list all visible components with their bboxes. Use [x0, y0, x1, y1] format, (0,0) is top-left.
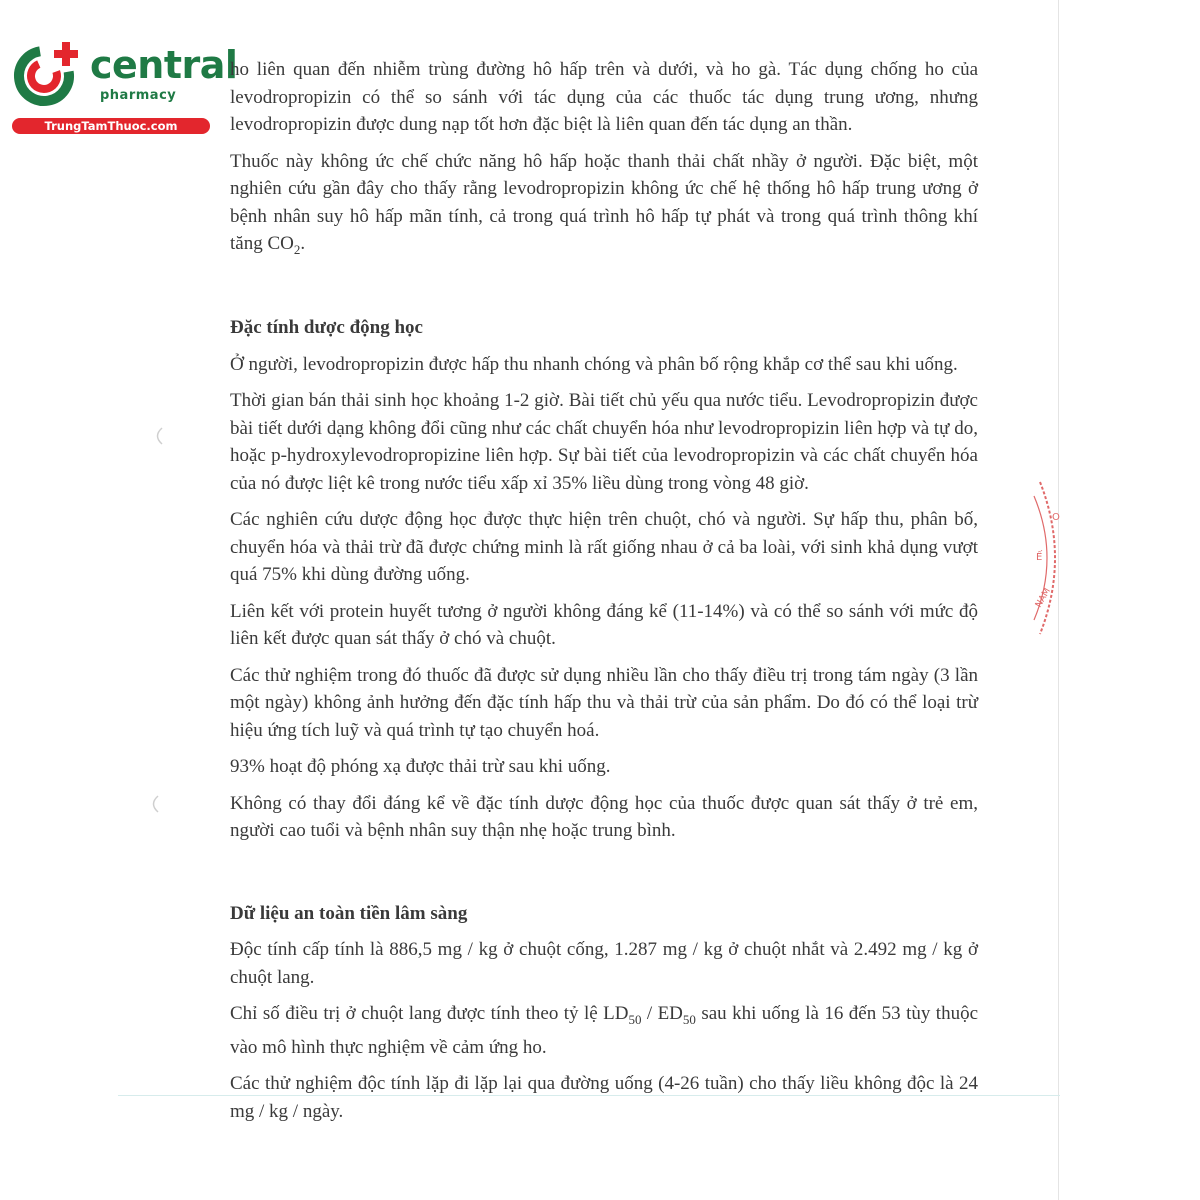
stamp-text-e: Ế — [1036, 552, 1043, 563]
punch-mark-icon — [146, 794, 160, 814]
logo-url-badge[interactable]: TrungTamThuoc.com — [12, 118, 210, 134]
paragraph-protein-binding: Liên kết với protein huyết tương ở người không đáng kể (11-14%) và có thể so sánh với mức độ liên kết được quan sát thấy ở chó và chuột. — [230, 600, 978, 650]
stamp-text-o: O — [1052, 512, 1060, 523]
heading-pharmacokinetics: Đặc tính dược động học — [230, 317, 423, 339]
document-body — [230, 56, 978, 1134]
red-seal-stamp — [1030, 478, 1070, 638]
paragraph-half-life: Thời gian bán thải sinh học khoảng 1-2 giờ. Bài tiết chủ yếu qua nước tiểu. Levodropropizin được bài tiết dưới dạng không đổi cũng như các chất chuyển hóa như levodropropizin liên hợp và tự do, hoặc p-hydroxylevodropropizine liên hợp. Sự bài tiết của levodropropizin và các chất chuyển hóa của nó được liệt kê trong nước tiểu xấp xỉ 35% liều dùng trong vòng 48 giờ. — [230, 390, 978, 494]
section-gap — [230, 854, 978, 900]
paragraph-acute-toxicity: Độc tính cấp tính là 886,5 mg / kg ở chuột cống, 1.287 mg / kg ở chuột nhắt và 2.492 mg / kg ở chuột lang. — [230, 939, 978, 988]
paragraph-antitussive-effect: ho liên quan đến nhiễm trùng đường hô hấp trên và dưới, và ho gà. Tác dụng chống ho của levodropropizin có thể so sánh với tác dụng của các thuốc tác dụng trung ương, nhưng levodropropizin được dung nạp tốt hơn đặc biệt là liên quan đến tác dụng an thần. — [230, 59, 978, 135]
section-gap — [230, 272, 978, 314]
paragraph-repeated-dosing: Các thử nghiệm trong đó thuốc đã được sử dụng nhiều lần cho thấy điều trị trong tám ngày (3 lần một ngày) không ảnh hưởng đến đặc tính hấp thu và thải trừ của sản phẩm. Do đó có thể loại trừ hiệu ứng tích luỹ và quá trình tự tạo chuyển hoá. — [230, 664, 978, 741]
paragraph-absorption: Ở người, levodropropizin được hấp thu nhanh chóng và phân bố rộng khắp cơ thể sau khi uống. — [230, 353, 958, 375]
punch-mark-icon — [150, 426, 164, 446]
paragraph-respiratory-function — [230, 148, 978, 264]
paragraph-radioactivity: 93% hoạt độ phóng xạ được thải trừ sau khi uống. — [230, 756, 611, 778]
co2-formula: $CO_2$. — [267, 233, 306, 257]
central-pharmacy-logo[interactable] — [12, 38, 238, 138]
paragraph-respiratory-text: Thuốc này không ức chế chức năng hô hấp hoặc thanh thải chất nhầy ở người. Đặc biệt, một nghiên cứu gần đây cho thấy rằng levodropropizin không ức chế hệ thống hô hấp trung ương ở bệnh nhân suy hô hấp mãn tính, cả trong quá trình hô hấp tự phát và trong quá trình thông khí tăng — [230, 150, 978, 254]
stamp-text-nam: NAM — [1033, 586, 1053, 610]
heading-preclinical-safety: Dữ liệu an toàn tiền lâm sàng — [230, 902, 468, 924]
paragraph-therapeutic-index: Chỉ số điều trị ở chuột lang được tính theo tỷ lệ $LD_{50} / ED_{50}$ sau khi uống là 16 đến 53 tùy thuộc vào mô hình thực nghiệm về cảm ứng ho. — [230, 1003, 979, 1058]
logo-name: central — [90, 43, 238, 87]
pharmacy-cross-logo-icon — [12, 38, 90, 110]
logo-subtitle: pharmacy — [100, 88, 177, 103]
paragraph-animal-studies: Các nghiên cứu dược động học được thực hiện trên chuột, chó và người. Sự hấp thu, phân bố, chuyển hóa và thải trừ đã được chứng minh là rất giống nhau ở cả ba loài, với sinh khả dụng vượt quá 75% khi dùng đường uống. — [230, 509, 978, 586]
scan-artifact-line — [118, 1095, 1060, 1096]
paragraph-repeated-toxicity: Các thử nghiệm độc tính lặp đi lặp lại qua đường uống (4-26 tuần) cho thấy liều không độc là 24 mg / kg / ngày. — [230, 1073, 978, 1122]
seal-ring-icon — [1030, 478, 1070, 638]
paragraph-special-populations: Không có thay đổi đáng kể về đặc tính dược động học của thuốc được quan sát thấy ở trẻ em, người cao tuổi và bệnh nhân suy thận nhẹ hoặc trung bình. — [230, 792, 978, 842]
